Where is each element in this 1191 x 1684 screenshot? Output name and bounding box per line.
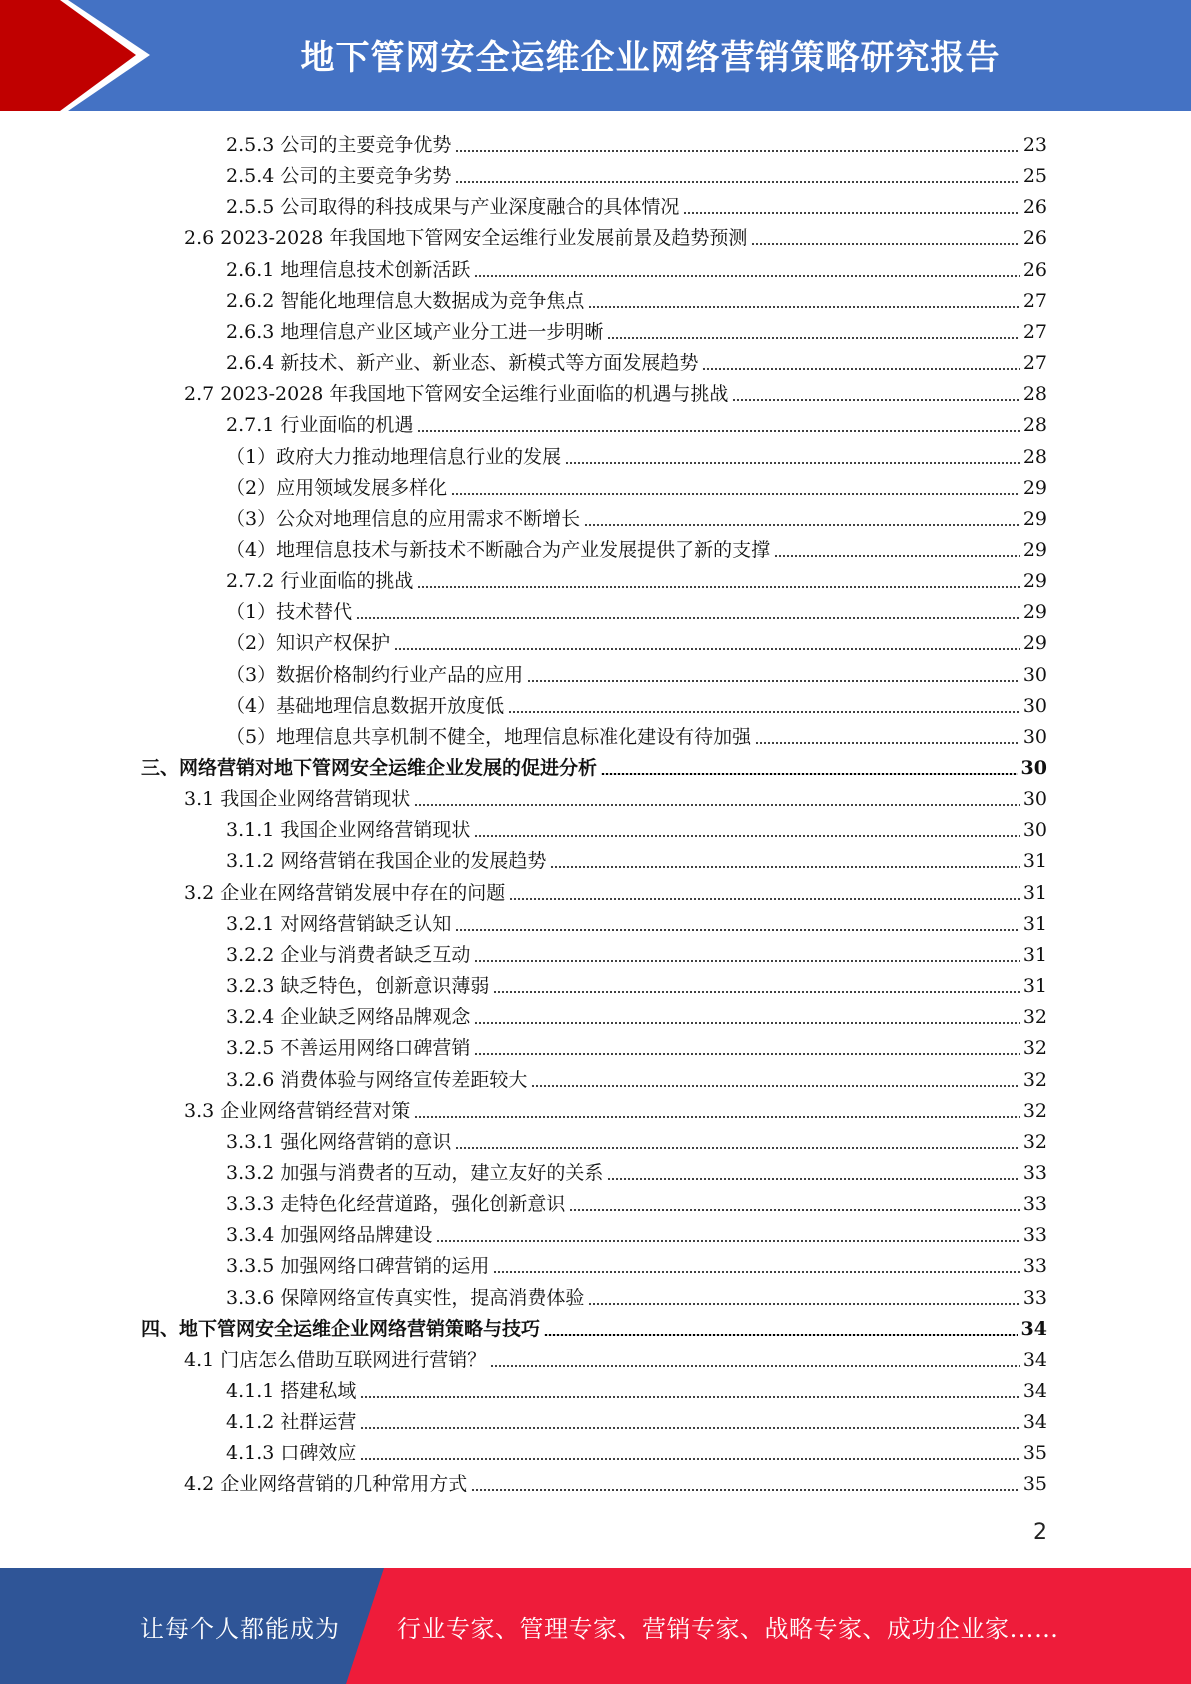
toc-dot-leader <box>360 1458 1019 1460</box>
toc-dot-leader <box>588 306 1019 308</box>
toc-entry[interactable] <box>226 625 1047 655</box>
toc-entry-page: 25 <box>1022 165 1047 187</box>
toc-entry-title: 3.2.1 对网络营销缺乏认知 <box>226 913 452 935</box>
toc-entry-page: 32 <box>1022 1069 1047 1091</box>
toc-entry-page: 33 <box>1022 1287 1047 1309</box>
toc-entry-title: （2）应用领域发展多样化 <box>226 477 448 499</box>
toc-entry-title: 2.7 2023-2028 年我国地下管网安全运维行业面临的机遇与挑战 <box>184 383 729 405</box>
toc-entry-page: 29 <box>1022 508 1047 530</box>
toc-entry-title: 3.3.5 加强网络口碑营销的运用 <box>226 1255 490 1277</box>
toc-entry-title: 3.1.2 网络营销在我国企业的发展趋势 <box>226 850 547 872</box>
toc-entry[interactable] <box>226 1248 1047 1278</box>
toc-entry-title: 2.6.1 地理信息技术创新活跃 <box>226 259 471 281</box>
toc-dot-leader <box>550 866 1019 868</box>
toc-entry-title: 2.6 2023-2028 年我国地下管网安全运维行业发展前景及趋势预测 <box>184 227 748 249</box>
toc-dot-leader <box>493 991 1019 993</box>
toc-dot-leader <box>607 337 1019 339</box>
toc-entry-title: 2.6.4 新技术、新产业、新业态、新模式等方面发展趋势 <box>226 352 699 374</box>
header-arrow-decoration <box>0 0 160 111</box>
toc-dot-leader <box>569 1209 1019 1211</box>
toc-dot-leader <box>414 804 1020 806</box>
toc-entry-title: 3.1.1 我国企业网络营销现状 <box>226 819 471 841</box>
toc-entry-page: 26 <box>1022 227 1047 249</box>
toc-dot-leader <box>774 555 1020 557</box>
toc-dot-leader <box>732 399 1019 401</box>
toc-entry-title: 3.3.1 强化网络营销的意识 <box>226 1131 452 1153</box>
toc-dot-leader <box>509 898 1020 900</box>
toc-dot-leader <box>436 1240 1019 1242</box>
toc-entry[interactable] <box>226 999 1047 1029</box>
toc-entry-page: 29 <box>1022 570 1047 592</box>
toc-entry-page: 34 <box>1022 1411 1047 1433</box>
toc-entry-page: 28 <box>1022 446 1047 468</box>
toc-entry[interactable] <box>226 314 1047 344</box>
toc-dot-leader <box>751 243 1019 245</box>
toc-dot-leader <box>414 1116 1020 1118</box>
toc-entry-title: （3）公众对地理信息的应用需求不断增长 <box>226 508 581 530</box>
toc-dot-leader <box>455 150 1019 152</box>
toc-entry-title: 3.2.4 企业缺乏网络品牌观念 <box>226 1006 471 1028</box>
toc-dot-leader <box>544 1334 1018 1336</box>
toc-dot-leader <box>356 617 1020 619</box>
toc-entry[interactable] <box>226 1217 1047 1247</box>
toc-entry-page: 32 <box>1022 1131 1047 1153</box>
toc-entry-title: 3.3.3 走特色化经营道路，强化创新意识 <box>226 1193 566 1215</box>
toc-entry-title: 3.2.5 不善运用网络口碑营销 <box>226 1037 471 1059</box>
toc-entry-title: 2.5.5 公司取得的科技成果与产业深度融合的具体情况 <box>226 196 680 218</box>
toc-entry-page: 27 <box>1022 290 1047 312</box>
toc-entry-title: 3.1 我国企业网络营销现状 <box>184 788 411 810</box>
toc-entry[interactable] <box>226 439 1047 469</box>
toc-entry[interactable] <box>226 906 1047 936</box>
page-number: 2 <box>1033 1520 1047 1545</box>
toc-dot-leader <box>702 368 1019 370</box>
toc-entry-page: 32 <box>1022 1100 1047 1122</box>
toc-entry[interactable] <box>226 1373 1047 1403</box>
toc-entry-page: 34 <box>1020 1318 1047 1340</box>
toc-entry[interactable] <box>226 1030 1047 1060</box>
toc-dot-leader <box>455 1147 1019 1149</box>
toc-entry[interactable] <box>226 563 1047 593</box>
toc-entry[interactable] <box>226 1280 1047 1310</box>
toc-entry-title: 2.5.3 公司的主要竞争优势 <box>226 134 452 156</box>
toc-entry-page: 30 <box>1022 695 1047 717</box>
toc-entry-page: 27 <box>1022 352 1047 374</box>
toc-dot-leader <box>490 1365 1020 1367</box>
toc-entry-title: 4.1.1 搭建私域 <box>226 1380 357 1402</box>
toc-dot-leader <box>360 1427 1019 1429</box>
toc-dot-leader <box>471 1489 1020 1491</box>
toc-dot-leader <box>493 1271 1019 1273</box>
toc-entry-title: 2.7.1 行业面临的机遇 <box>226 414 414 436</box>
toc-entry-page: 27 <box>1022 321 1047 343</box>
toc-entry-title: 2.6.3 地理信息产业区域产业分工进一步明晰 <box>226 321 604 343</box>
toc-entry-page: 28 <box>1022 414 1047 436</box>
toc-entry-title: 2.5.4 公司的主要竞争劣势 <box>226 165 452 187</box>
toc-entry-page: 31 <box>1022 913 1047 935</box>
toc-entry-title: 3.3.2 加强与消费者的互动，建立友好的关系 <box>226 1162 604 1184</box>
toc-dot-leader <box>360 1396 1019 1398</box>
toc-dot-leader <box>588 1303 1019 1305</box>
toc-entry-page: 33 <box>1022 1224 1047 1246</box>
toc-entry-title: 3.3.4 加强网络品牌建设 <box>226 1224 433 1246</box>
toc-entry[interactable] <box>184 376 1047 406</box>
toc-entry-title: （3）数据价格制约行业产品的应用 <box>226 664 524 686</box>
toc-entry-page: 29 <box>1022 539 1047 561</box>
toc-entry-title: 四、地下管网安全运维企业网络营销策略与技巧 <box>141 1318 541 1340</box>
toc-entry-page: 30 <box>1022 819 1047 841</box>
toc-dot-leader <box>683 212 1019 214</box>
toc-entry-title: 4.1.3 口碑效应 <box>226 1442 357 1464</box>
toc-entry-page: 35 <box>1022 1473 1047 1495</box>
toc-dot-leader <box>417 430 1019 432</box>
toc-entry[interactable] <box>226 407 1047 437</box>
toc-entry[interactable] <box>184 875 1047 905</box>
toc-entry[interactable] <box>141 1311 1047 1341</box>
toc-entry-title: 3.2.2 企业与消费者缺乏互动 <box>226 944 471 966</box>
toc-entry-title: 4.1.2 社群运营 <box>226 1411 357 1433</box>
toc-entry-page: 30 <box>1022 664 1047 686</box>
toc-entry[interactable] <box>226 1062 1047 1092</box>
toc-entry[interactable] <box>226 532 1047 562</box>
toc-entry-title: 4.1 门店怎么借助互联网进行营销？ <box>184 1349 487 1371</box>
toc-entry-page: 28 <box>1022 383 1047 405</box>
toc-entry-page: 31 <box>1022 975 1047 997</box>
toc-entry-title: （1）技术替代 <box>226 601 353 623</box>
toc-entry[interactable] <box>226 470 1047 500</box>
toc-entry-title: （4）地理信息技术与新技术不断融合为产业发展提供了新的支撑 <box>226 539 771 561</box>
toc-dot-leader <box>755 742 1020 744</box>
report-title: 地下管网安全运维企业网络营销策略研究报告 <box>300 37 1001 78</box>
toc-entry-title: （5）地理信息共享机制不健全，地理信息标准化建设有待加强 <box>226 726 752 748</box>
toc-dot-leader <box>474 835 1019 837</box>
toc-dot-leader <box>455 181 1019 183</box>
toc-dot-leader <box>451 493 1020 495</box>
toc-entry[interactable] <box>226 1155 1047 1185</box>
toc-entry[interactable] <box>184 1342 1047 1372</box>
toc-entry[interactable] <box>226 812 1047 842</box>
toc-entry[interactable] <box>141 750 1047 780</box>
toc-entry-page: 34 <box>1022 1380 1047 1402</box>
toc-entry-title: （4）基础地理信息数据开放度低 <box>226 695 505 717</box>
toc-entry-page: 26 <box>1022 196 1047 218</box>
toc-entry[interactable] <box>226 501 1047 531</box>
toc-dot-leader <box>455 929 1019 931</box>
toc-entry[interactable] <box>226 127 1047 157</box>
toc-entry-title: （2）知识产权保护 <box>226 632 391 654</box>
toc-dot-leader <box>601 773 1018 775</box>
toc-entry-page: 30 <box>1020 757 1047 779</box>
toc-entry-page: 29 <box>1022 632 1047 654</box>
toc-dot-leader <box>584 524 1020 526</box>
toc-entry[interactable] <box>226 1186 1047 1216</box>
toc-entry-page: 31 <box>1022 882 1047 904</box>
toc-entry-page: 30 <box>1022 788 1047 810</box>
toc-dot-leader <box>607 1178 1019 1180</box>
toc-entry-title: 2.6.2 智能化地理信息大数据成为竞争焦点 <box>226 290 585 312</box>
toc-entry-title: 3.2 企业在网络营销发展中存在的问题 <box>184 882 506 904</box>
toc-dot-leader <box>508 711 1020 713</box>
toc-entry[interactable] <box>226 688 1047 718</box>
toc-dot-leader <box>565 462 1020 464</box>
toc-entry[interactable] <box>184 1466 1047 1496</box>
toc-entry-title: 3.3 企业网络营销经营对策 <box>184 1100 411 1122</box>
toc-entry[interactable] <box>226 345 1047 375</box>
toc-dot-leader <box>474 275 1019 277</box>
toc-entry-page: 30 <box>1022 726 1047 748</box>
toc-entry-page: 31 <box>1022 944 1047 966</box>
toc-entry-title: 2.7.2 行业面临的挑战 <box>226 570 414 592</box>
toc-entry[interactable] <box>226 594 1047 624</box>
toc-entry[interactable] <box>226 843 1047 873</box>
toc-dot-leader <box>417 586 1019 588</box>
toc-entry-page: 26 <box>1022 259 1047 281</box>
toc-entry-title: 3.2.3 缺乏特色，创新意识薄弱 <box>226 975 490 997</box>
toc-entry-title: 3.2.6 消费体验与网络宣传差距较大 <box>226 1069 528 1091</box>
toc-entry-title: 三、网络营销对地下管网安全运维企业发展的促进分析 <box>141 757 598 779</box>
footer-slogan-right: 行业专家、管理专家、营销专家、战略专家、成功企业家…… <box>397 1614 1059 1643</box>
toc-entry-page: 23 <box>1022 134 1047 156</box>
toc-entry-page: 33 <box>1022 1255 1047 1277</box>
toc-entry[interactable] <box>226 937 1047 967</box>
toc-entry-page: 29 <box>1022 477 1047 499</box>
toc-dot-leader <box>394 648 1020 650</box>
toc-dot-leader <box>474 1053 1019 1055</box>
toc-entry[interactable] <box>184 220 1047 250</box>
toc-entry[interactable] <box>226 1124 1047 1154</box>
footer-slogan-left: 让每个人都能成为 <box>140 1614 340 1643</box>
toc-entry[interactable] <box>226 1404 1047 1434</box>
toc-entry-page: 33 <box>1022 1162 1047 1184</box>
toc-entry-page: 32 <box>1022 1037 1047 1059</box>
toc-entry-page: 29 <box>1022 601 1047 623</box>
toc-entry[interactable] <box>184 781 1047 811</box>
toc-dot-leader <box>474 960 1019 962</box>
toc-entry[interactable] <box>184 1093 1047 1123</box>
toc-entry-page: 34 <box>1022 1349 1047 1371</box>
toc-entry[interactable] <box>226 657 1047 687</box>
toc-dot-leader <box>474 1022 1019 1024</box>
toc-entry-page: 31 <box>1022 850 1047 872</box>
toc-entry[interactable] <box>226 158 1047 188</box>
page-header <box>0 0 1191 111</box>
toc-entry-title: （1）政府大力推动地理信息行业的发展 <box>226 446 562 468</box>
toc-entry-title: 4.2 企业网络营销的几种常用方式 <box>184 1473 468 1495</box>
toc-entry[interactable] <box>226 252 1047 282</box>
toc-entry-page: 35 <box>1022 1442 1047 1464</box>
toc-entry[interactable] <box>226 719 1047 749</box>
toc-entry-page: 33 <box>1022 1193 1047 1215</box>
toc-entry[interactable] <box>226 968 1047 998</box>
toc-dot-leader <box>531 1085 1019 1087</box>
toc-dot-leader <box>527 680 1020 682</box>
toc-entry-title: 3.3.6 保障网络宣传真实性，提高消费体验 <box>226 1287 585 1309</box>
toc-entry-page: 32 <box>1022 1006 1047 1028</box>
page-footer <box>0 1568 1191 1684</box>
toc-entry[interactable] <box>226 189 1047 219</box>
toc-entry[interactable] <box>226 283 1047 313</box>
toc-entry[interactable] <box>226 1435 1047 1465</box>
